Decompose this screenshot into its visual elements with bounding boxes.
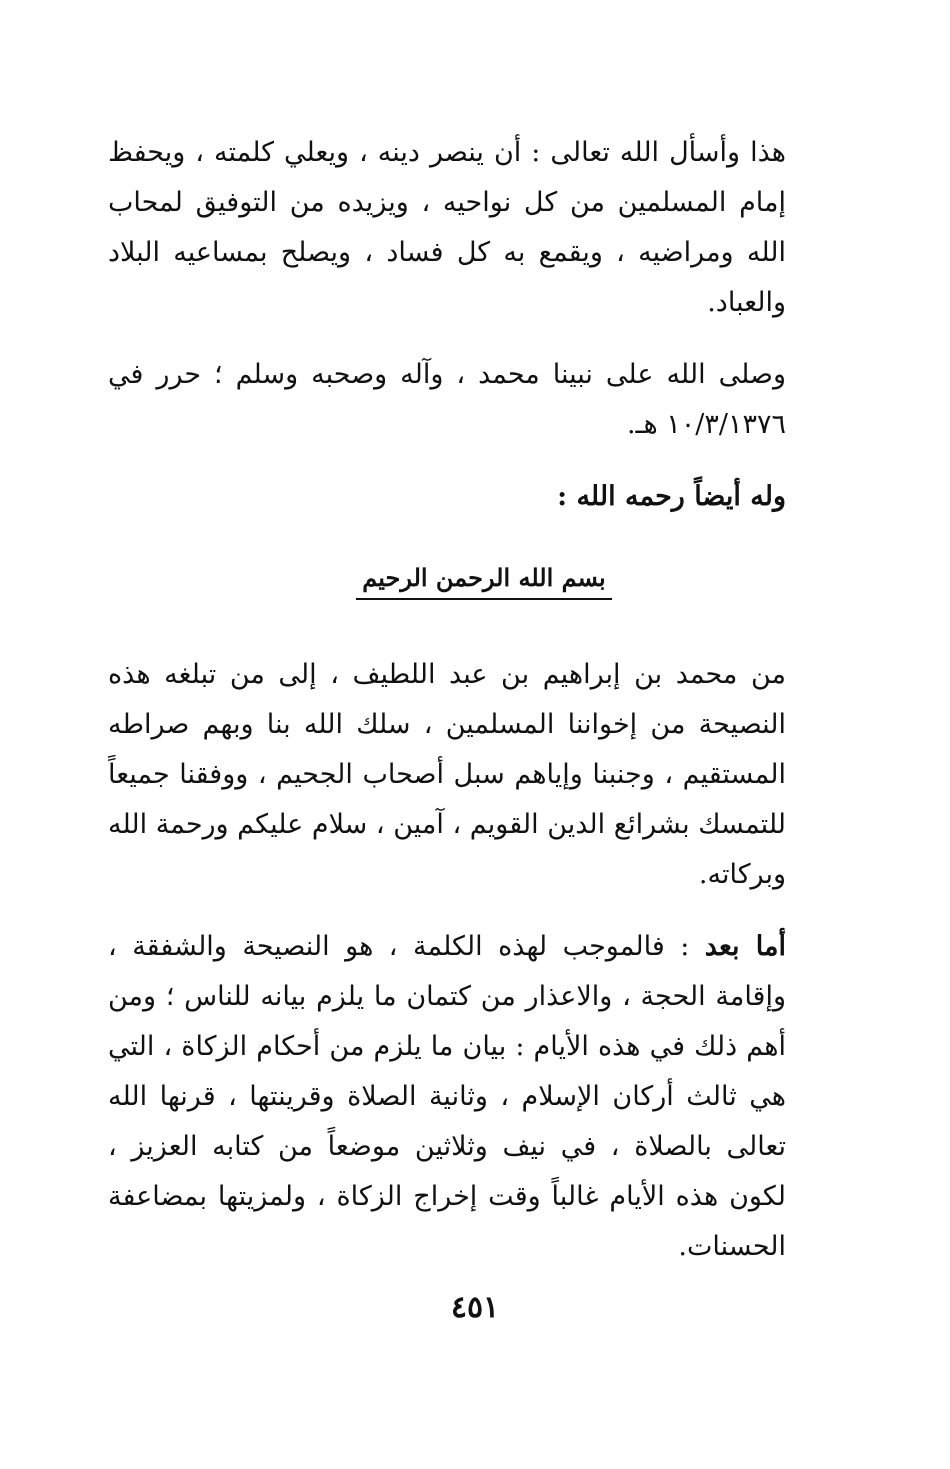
page-number: ٤٥١ xyxy=(450,1290,500,1325)
date-paragraph: وصلى الله على نبينا محمد ، وآله وصحبه وسلم ؛ حرر في ١٠/٣/١٣٧٦ هـ. xyxy=(108,359,786,440)
letter-opening-paragraph: من محمد بن إبراهيم بن عبد اللطيف ، إلى من تبلغه هذه النصيحة من إخواننا المسلمين ، سلك الله بنا وبهم صراطه المستقيم ، وجنبنا وإياهم سبل أصحاب الجحيم ، ووفقنا جميعاً للتمسك بشرائع الدين القويم ، آمين ، سلام عليكم ورحمة الله وبركاته. xyxy=(108,659,786,890)
ama-bad-lead: أما بعد xyxy=(704,931,786,962)
page-body xyxy=(108,128,860,1272)
closing-prayer-paragraph: هذا وأسأل الله تعالى : أن ينصر دينه ، ويعلي كلمته ، ويحفظ إمام المسلمين من كل نواحيه ، ويزيده من التوفيق لمحاب الله ومراضيه ، ويقمع به كل فساد ، ويصلح بمساعيه البلاد والعباد. xyxy=(108,137,786,318)
section-heading: وله أيضاً رحمه الله : xyxy=(557,481,786,512)
basmala-text: بسم الله الرحمن الرحيم xyxy=(356,558,611,600)
basmala-calligraphy xyxy=(108,558,860,600)
letter-body-paragraph xyxy=(108,922,860,1272)
letter-body-text: : فالموجب لهذه الكلمة ، هو النصيحة والشفقة ، وإقامة الحجة ، والاعذار من كتمان ما يلزم بيانه للناس ؛ ومن أهم ذلك في هذه الأيام : بيان ما يلزم من أحكام الزكاة ، التي هي ثالث أركان الإسلام ، وثانية الصلاة وقرينتها ، قرنها الله تعالى بالصلاة ، في نيف وثلاثين موضعاً من كتابه العزيز ، لكون هذه الأيام غالباً وقت إخراج الزكاة ، ولمزيتها بمضاعفة الحسنات. xyxy=(108,931,786,1262)
